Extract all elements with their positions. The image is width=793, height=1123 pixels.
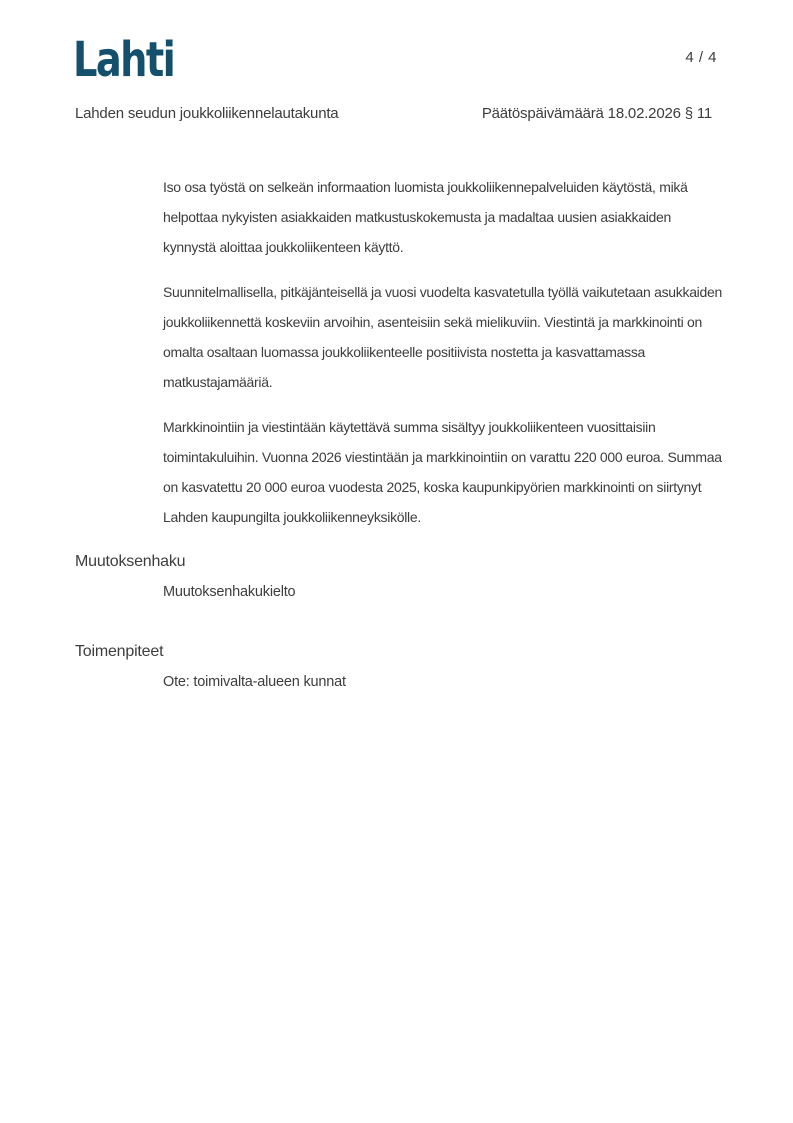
section-content-muutoksenhaku: Muutoksenhakukielto xyxy=(163,584,296,600)
lahti-logo: Lahti xyxy=(73,32,175,88)
document-header-row xyxy=(75,105,712,122)
paragraph-marketing-budget: Markkinointiin ja viestintään käytettävä summa sisältyy joukkoliikenteen vuosittaisiin toimintakuluihin. Vuonna 2026 viestintään ja markkinointiin on varattu 220 000 euroa. Summaa on kasvatettu 20 000 euroa vuodesta 2025, koska kaupunkipyörien markkinointi on siirtynyt Lahden kaupungilta joukkoliikenneyksikölle. xyxy=(163,419,722,525)
committee-name: Lahden seudun joukkoliikennelautakunta xyxy=(75,105,339,122)
paragraph-long-term-work: Suunnitelmallisella, pitkäjänteisellä ja vuosi vuodelta kasvatetulla työllä vaikutetaan asukkaiden joukkoliikennettä koskeviin arvoihin, asenteisiin sekä mielikuviin. Viestintä ja markkinointi on omalta osaltaan luomassa joukkoliikenteelle positiivista nostetta ja kasvattamassa matkustajamääriä. xyxy=(163,284,722,390)
decision-date: Päätöspäivämäärä 18.02.2026 § 11 xyxy=(481,105,712,122)
page-number: 4 / 4 xyxy=(685,49,717,66)
section-heading-toimenpiteet: Toimenpiteet xyxy=(75,643,164,660)
section-muutoksenhaku xyxy=(75,547,727,607)
section-toimenpiteet xyxy=(75,637,727,697)
document-body xyxy=(75,172,727,697)
paragraph-information-work: Iso osa työstä on selkeän informaation luomista joukkoliikennepalveluiden käytöstä, mikä helpottaa nykyisten asiakkaiden matkustuskokemusta ja madaltaa uusien asiakkaiden kynnystä aloittaa joukkoliikenteen käyttö. xyxy=(163,179,688,255)
section-heading-muutoksenhaku: Muutoksenhaku xyxy=(75,553,186,570)
section-content-toimenpiteet: Ote: toimivalta-alueen kunnat xyxy=(163,674,346,690)
